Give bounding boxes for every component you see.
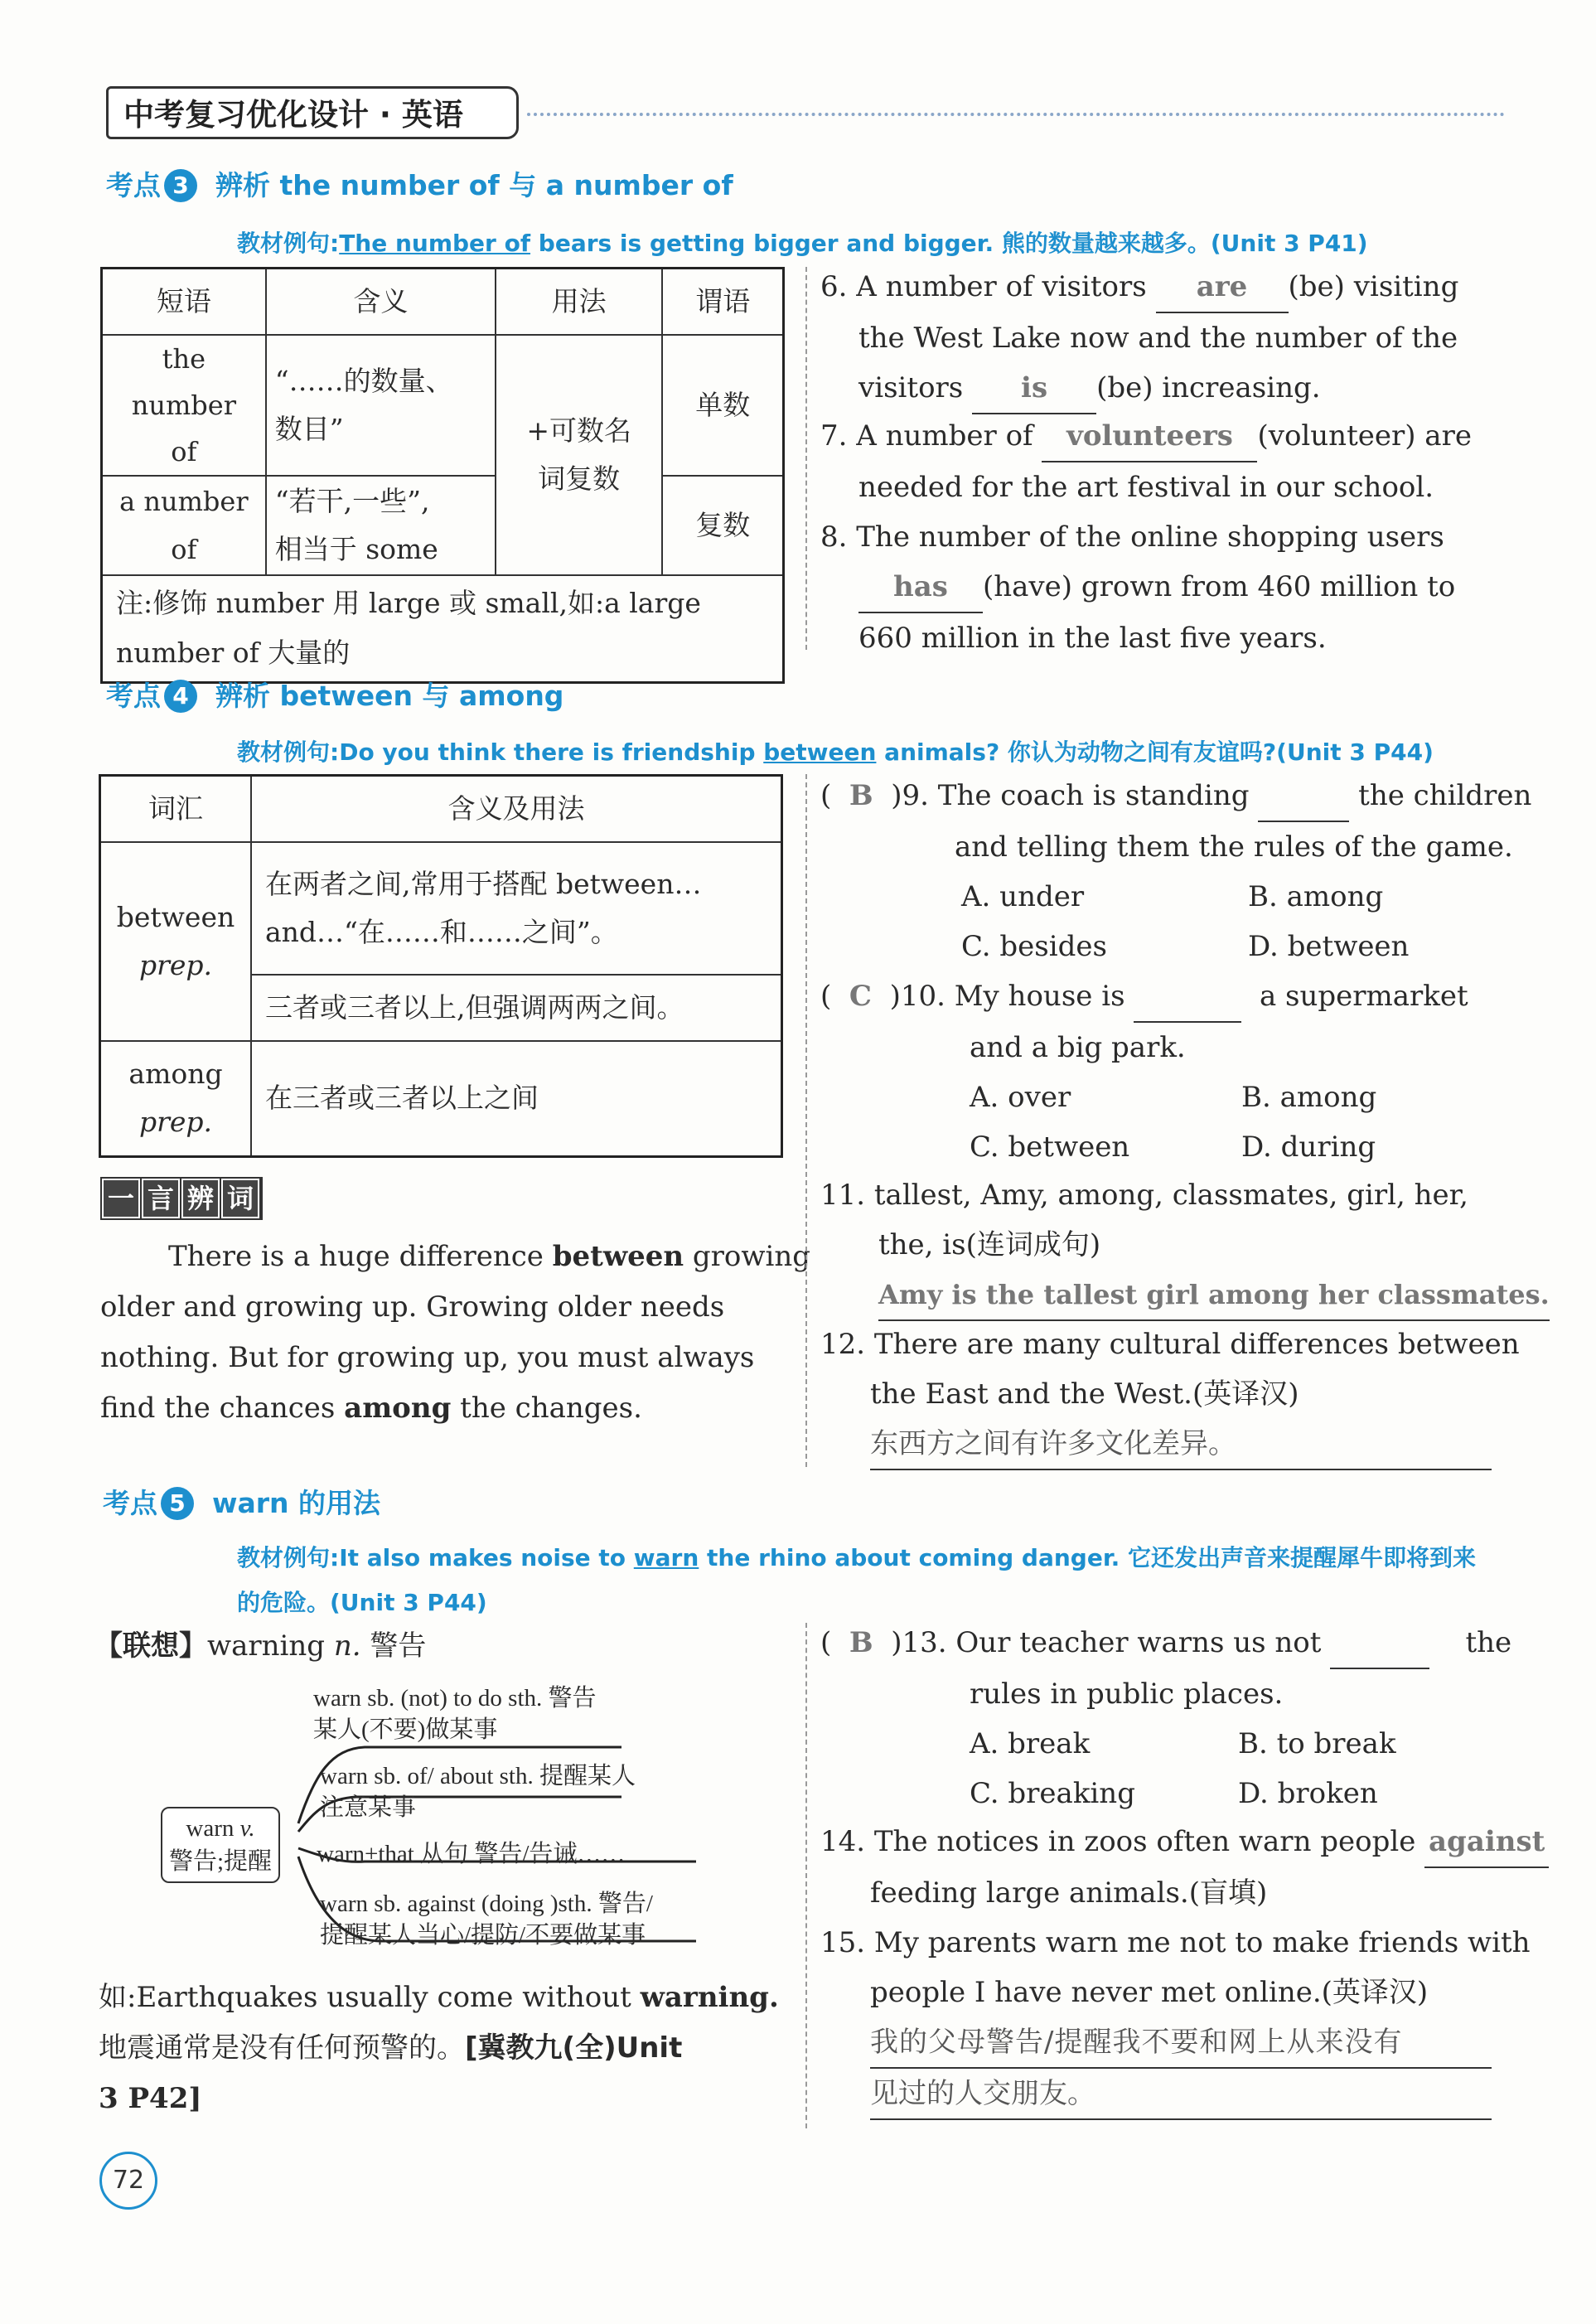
warn-example [99, 1973, 783, 2124]
question-10 [820, 971, 1508, 1172]
q13-text-b: the [1465, 1626, 1512, 1659]
kp4-example [237, 734, 1434, 767]
kp3-cell-r2-verb: 复数 [662, 476, 783, 575]
kp3-th-usage: 用法 [496, 269, 662, 335]
kp4-number-badge: 4 [164, 680, 197, 713]
yiyan-char-1: 一 [102, 1179, 140, 1218]
question-7 [820, 411, 1508, 512]
mindmap-item-4b: 提醒某人当心/提防/不要做某事 [320, 1922, 646, 1949]
question-8 [820, 512, 1508, 663]
kp4-example-underline: between [763, 738, 877, 766]
q9-option-a: A. under [961, 880, 1085, 913]
question-6 [820, 262, 1508, 414]
kp3-note-a: 注:修饰 number 用 large 或 small,如:a large [116, 587, 701, 620]
kp4-table [99, 774, 783, 1158]
q15-text-b: people I have never met online.(英译汉) [870, 1976, 1429, 2009]
q6-answer-2: is [972, 363, 1096, 414]
q8-answer: has [858, 562, 983, 613]
q10-text-b: a supermarket [1259, 980, 1468, 1013]
kp4-among-pos: prep. [138, 1106, 213, 1139]
q13-blank [1330, 1618, 1429, 1669]
q10-text-c: and a big park. [970, 1031, 1186, 1064]
question-14 [820, 1817, 1545, 1918]
q10-blank [1134, 971, 1241, 1023]
mindmap-center [161, 1807, 280, 1883]
kp5-example-rest: the rhino about coming danger. 它还发出声音来提醒犀牛即将到来 [699, 1544, 1477, 1571]
kp3-example [237, 225, 1368, 259]
kp3-r1-phrase-a: the number [131, 342, 236, 421]
kp4-label: 考点 [106, 680, 161, 712]
kp4-among-word: among [128, 1058, 223, 1091]
q10-option-c: C. between [970, 1131, 1130, 1164]
q8-text-c: 660 million in the last five years. [858, 622, 1327, 655]
yiyan-l3: nothing. But for growing up, you must always [100, 1341, 755, 1374]
q11-answer: Amy is the tallest girl among her classmates. [878, 1270, 1550, 1321]
header-title: 中考复习优化设计 · 英语 [106, 86, 519, 139]
mindmap-item-2 [320, 1760, 636, 1823]
kp4-between-word: between [116, 900, 235, 933]
q8-text-a: 8. The number of the online shopping users [820, 520, 1444, 554]
q13-text-c: rules in public places. [970, 1678, 1284, 1711]
q6-answer-1: are [1156, 262, 1289, 313]
kp5-title [103, 1482, 380, 1521]
q10-option-d: D. during [1241, 1131, 1376, 1164]
kp4-between-pos: prep. [138, 948, 213, 981]
kp3-note-b: number of 大量的 [116, 637, 351, 670]
q10-paren: ( [820, 980, 832, 1013]
kp4-title [106, 675, 563, 714]
mindmap-item-2b: 注意某事 [320, 1794, 417, 1821]
kp5-example-underline: warn [633, 1544, 699, 1571]
question-12 [820, 1319, 1520, 1470]
q15-answer-line-1: 我的父母警告/提醒我不要和网上从来没有 [870, 2017, 1492, 2069]
kp3-th-meaning: 含义 [266, 269, 496, 335]
ru-source-b: 3 P42] [99, 2082, 202, 2115]
q6-text-d: visitors [858, 371, 964, 404]
q10-answer: C [849, 980, 872, 1013]
q13-text-a: )13. Our teacher warns us not [891, 1626, 1322, 1659]
kp3-example-prefix: 教材例句: [237, 230, 340, 257]
q13-answer: B [849, 1626, 873, 1659]
mindmap-item-1 [313, 1682, 597, 1745]
q9-option-b: B. among [1248, 880, 1384, 913]
page-number: 72 [99, 2152, 157, 2210]
kp3-label: 考点 [106, 169, 161, 201]
lianxiang-tag: 【联想】 [94, 1629, 207, 1663]
question-15 [820, 1918, 1531, 2120]
kp4-between-m1a: 在两者之间,常用于搭配 between… [265, 867, 702, 900]
question-9 [820, 771, 1532, 971]
kp5-example-a: It also makes noise to [339, 1544, 634, 1571]
q7-text-b: (volunteer) are [1257, 419, 1472, 453]
q15-answer-line-2: 见过的人交朋友。 [870, 2069, 1492, 2120]
q14-text-b: feeding large animals.(盲填) [870, 1876, 1268, 1910]
q11-text-b: the, is(连词成句) [878, 1228, 1101, 1261]
q6-text-e: (be) increasing. [1096, 371, 1321, 404]
yiyan-bold-among: among [344, 1392, 452, 1425]
kp3-cell-the-number-of [102, 335, 266, 476]
ru-text-a: 如:Earthquakes usually come without [99, 1981, 641, 2014]
kp3-usage-b: 词复数 [538, 462, 621, 495]
mindmap-item-4 [320, 1888, 653, 1951]
kp3-cell-r2-meaning [266, 476, 496, 575]
kp5-number-badge: 5 [161, 1487, 194, 1520]
mindmap-center-word: warn [186, 1815, 240, 1842]
kp3-cell-r1-verb: 单数 [662, 335, 783, 476]
q6-text-b: (be) visiting [1288, 270, 1459, 303]
q12-text-a: 12. There are many cultural differences between [820, 1328, 1520, 1361]
lianxiang-pos: n. [333, 1629, 361, 1663]
mindmap-center-meaning: 警告;提醒 [169, 1848, 273, 1875]
mindmap-item-1b: 某人(不要)做某事 [313, 1716, 498, 1743]
q12-text-b: the East and the West.(英译汉) [870, 1377, 1299, 1411]
yiyan-char-2: 言 [142, 1179, 180, 1218]
q11-text-a: 11. tallest, Amy, among, classmates, girl, her, [820, 1179, 1468, 1212]
q13-option-b: B. to break [1238, 1727, 1396, 1760]
kp4-heading: 辨析 between 与 among [215, 680, 564, 712]
kp3-th-verb: 谓语 [662, 269, 783, 335]
kp3-r1-meaning-b: 数目” [274, 412, 344, 445]
kp3-r1-meaning-a: “……的数量、 [274, 364, 453, 397]
ru-source-a: [冀教九(全)Unit [465, 2031, 683, 2065]
q7-answer: volunteers [1042, 411, 1257, 462]
yiyan-char-3: 辨 [181, 1179, 220, 1218]
q6-text-c: the West Lake now and the number of the [858, 322, 1458, 355]
kp4-th-meaning: 含义及用法 [251, 776, 782, 842]
yiyan-bold-between: between [552, 1240, 684, 1273]
yiyan-p1: There is a huge difference [168, 1240, 553, 1273]
q14-answer: against [1424, 1817, 1549, 1868]
kp3-table [100, 267, 785, 684]
kp3-title [106, 164, 733, 203]
q13-option-a: A. break [970, 1727, 1091, 1760]
yiyan-paragraph [100, 1232, 811, 1434]
yiyan-char-4: 词 [221, 1179, 259, 1218]
q10-option-a: A. over [970, 1081, 1071, 1114]
yiyan-p2: growing [684, 1240, 811, 1273]
mindmap-item-2a: warn sb. of/ about sth. 提醒某人 [320, 1763, 636, 1789]
q9-blank [1258, 771, 1349, 822]
q9-answer: B [849, 779, 873, 812]
kp3-heading: 辨析 the number of 与 a number of [215, 169, 733, 201]
yiyan-banner [100, 1177, 263, 1220]
yiyan-l4b: the changes. [451, 1392, 642, 1425]
kp4-cell-between [100, 842, 252, 1041]
kp3-note [102, 575, 784, 683]
kp3-number-badge: 3 [164, 169, 197, 202]
kp4-cell-between-m1 [251, 842, 782, 975]
ru-text-c: 地震通常是没有任何预警的。 [99, 2031, 465, 2065]
kp5-heading: warn 的用法 [212, 1487, 381, 1519]
q7-text-a: 7. A number of [820, 419, 1033, 453]
mindmap-item-4a: warn sb. against (doing )sth. 警告/ [320, 1891, 653, 1917]
mindmap-item-3: warn+that 从句 警告/告诫…… [317, 1841, 626, 1867]
kp3-r1-phrase-b: of [171, 435, 197, 467]
q15-text-a: 15. My parents warn me not to make friends with [820, 1926, 1531, 1959]
q12-answer: 东西方之间有许多文化差异。 [870, 1419, 1492, 1470]
ru-bold-warning: warning. [640, 1981, 779, 2014]
kp3-cell-r1-meaning [266, 335, 496, 476]
kp5-label: 考点 [103, 1487, 157, 1519]
kp4-th-word: 词汇 [100, 776, 252, 842]
q10-text-a: )10. My house is [889, 980, 1125, 1013]
kp3-th-phrase: 短语 [102, 269, 266, 335]
column-divider-1 [805, 267, 807, 650]
kp3-example-rest: bears is getting bigger and bigger. 熊的数量越来越多。(Unit 3 P41) [530, 230, 1368, 257]
q9-text-c: and telling them the rules of the game. [955, 830, 1513, 864]
q9-option-c: C. besides [961, 930, 1107, 963]
kp4-example-prefix: 教材例句: [237, 738, 340, 766]
q9-text-b: the children [1358, 779, 1532, 812]
lianxiang-text: warning [207, 1629, 334, 1663]
lianxiang [94, 1623, 426, 1663]
q14-text-a: 14. The notices in zoos often warn people [820, 1825, 1416, 1858]
kp5-example [237, 1540, 1476, 1573]
kp3-r2-meaning-a: “若干,一些”, [274, 484, 430, 517]
question-11 [820, 1170, 1550, 1321]
column-divider-2 [805, 774, 807, 1467]
kp3-usage-a: +可数名 [526, 414, 631, 447]
q9-paren: ( [820, 779, 832, 812]
kp4-example-a: Do you think there is friendship [339, 738, 764, 766]
q13-option-c: C. breaking [970, 1777, 1135, 1810]
kp3-cell-usage [496, 335, 662, 575]
q9-text-a: )9. The coach is standing [891, 779, 1250, 812]
lianxiang-rest: 警告 [360, 1629, 427, 1663]
q13-paren: ( [820, 1626, 832, 1659]
column-divider-3 [805, 1623, 807, 2128]
q10-option-b: B. among [1241, 1081, 1377, 1114]
q6-text-a: 6. A number of visitors [820, 270, 1147, 303]
q9-option-d: D. between [1248, 930, 1410, 963]
question-13 [820, 1618, 1512, 1818]
mindmap-center-pos: v. [239, 1815, 255, 1842]
kp4-cell-between-m2: 三者或三者以上,但强调两两之间。 [251, 975, 782, 1041]
kp4-example-rest: animals? 你认为动物之间有友谊吗?(Unit 3 P44) [876, 738, 1434, 766]
kp3-example-underline: The number of [339, 230, 531, 257]
kp5-example-prefix: 教材例句: [237, 1544, 340, 1571]
yiyan-l4a: find the chances [100, 1392, 345, 1425]
kp3-r2-meaning-b: 相当于 some [274, 532, 438, 565]
header-divider [527, 113, 1505, 116]
kp4-between-m1b: and…“在……和……之间”。 [265, 915, 618, 948]
q7-text-c: needed for the art festival in our school. [858, 471, 1434, 504]
kp4-cell-among [100, 1041, 252, 1157]
mindmap-item-1a: warn sb. (not) to do sth. 警告 [313, 1685, 597, 1712]
kp4-cell-among-m: 在三者或三者以上之间 [251, 1041, 782, 1157]
kp5-example-line2: 的危险。(Unit 3 P44) [237, 1589, 487, 1616]
q8-text-b: (have) grown from 460 million to [983, 570, 1456, 603]
kp3-cell-a-number-of: a number of [102, 476, 266, 575]
yiyan-l2: older and growing up. Growing older needs [100, 1290, 725, 1324]
q13-option-d: D. broken [1238, 1777, 1378, 1810]
